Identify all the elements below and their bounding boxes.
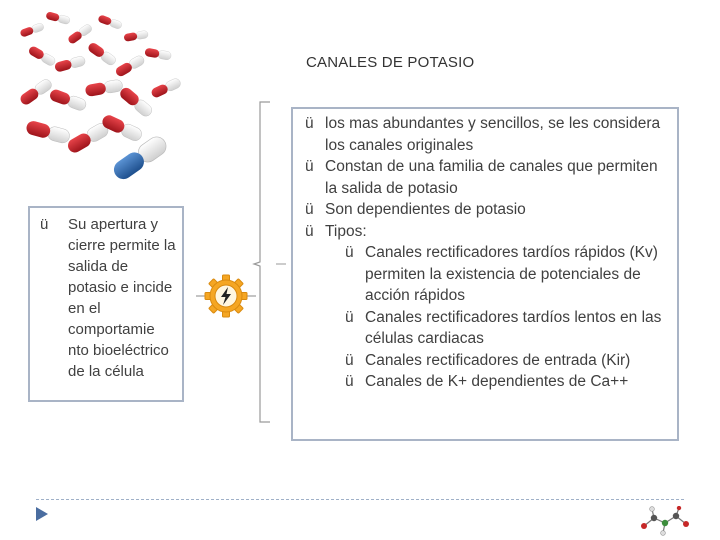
sub-bullet-item: ü Canales rectificadores tardíos rápidos (Kv) permiten la existencia de potenciales de acción rápidos [345, 244, 658, 304]
check-bullet-icon: ü [345, 308, 354, 326]
bullet-item: ü Tipos: [299, 221, 671, 243]
check-bullet-icon: ü [40, 216, 49, 233]
brace-connector [252, 100, 286, 428]
left-bullet [34, 214, 178, 382]
lightning-gear-icon [196, 270, 256, 322]
sub-bullet-item: ü Canales de K+ dependientes de Ca++ [299, 371, 671, 393]
check-bullet-icon: ü [345, 373, 354, 390]
slide-title: CANALES DE POTASIO [306, 54, 475, 71]
left-bullet-text: Su apertura y cierre permite la salida de potasio e incide en el comportamie nto bioeléctrico de la célula [68, 216, 176, 380]
check-bullet-icon: ü [305, 158, 314, 175]
bullet-item: ü Son dependientes de potasio [299, 199, 671, 221]
check-bullet-icon: ü [345, 244, 354, 261]
check-bullet-icon: ü [305, 115, 314, 132]
molecule-model-icon [638, 506, 692, 536]
right-text-box [291, 107, 679, 441]
sub-bullet-item: ü Canales rectificadores de entrada (Kir) [299, 350, 671, 372]
check-bullet-icon: ü [305, 201, 314, 218]
bullet-item: ü los mas abundantes y sencillos, se les considera los canales originales [305, 115, 661, 154]
check-bullet-icon: ü [305, 222, 314, 240]
footer-divider [36, 499, 684, 500]
play-arrow-icon[interactable] [35, 506, 49, 522]
left-text-box [28, 206, 184, 402]
check-bullet-icon: ü [345, 351, 354, 369]
bullet-item: ü Constan de una familia de canales que permiten la salida de potasio [305, 158, 658, 197]
sub-bullet-item: ü Canales rectificadores tardíos lentos en las células cardiacas [345, 308, 662, 347]
pills-image [18, 8, 188, 188]
